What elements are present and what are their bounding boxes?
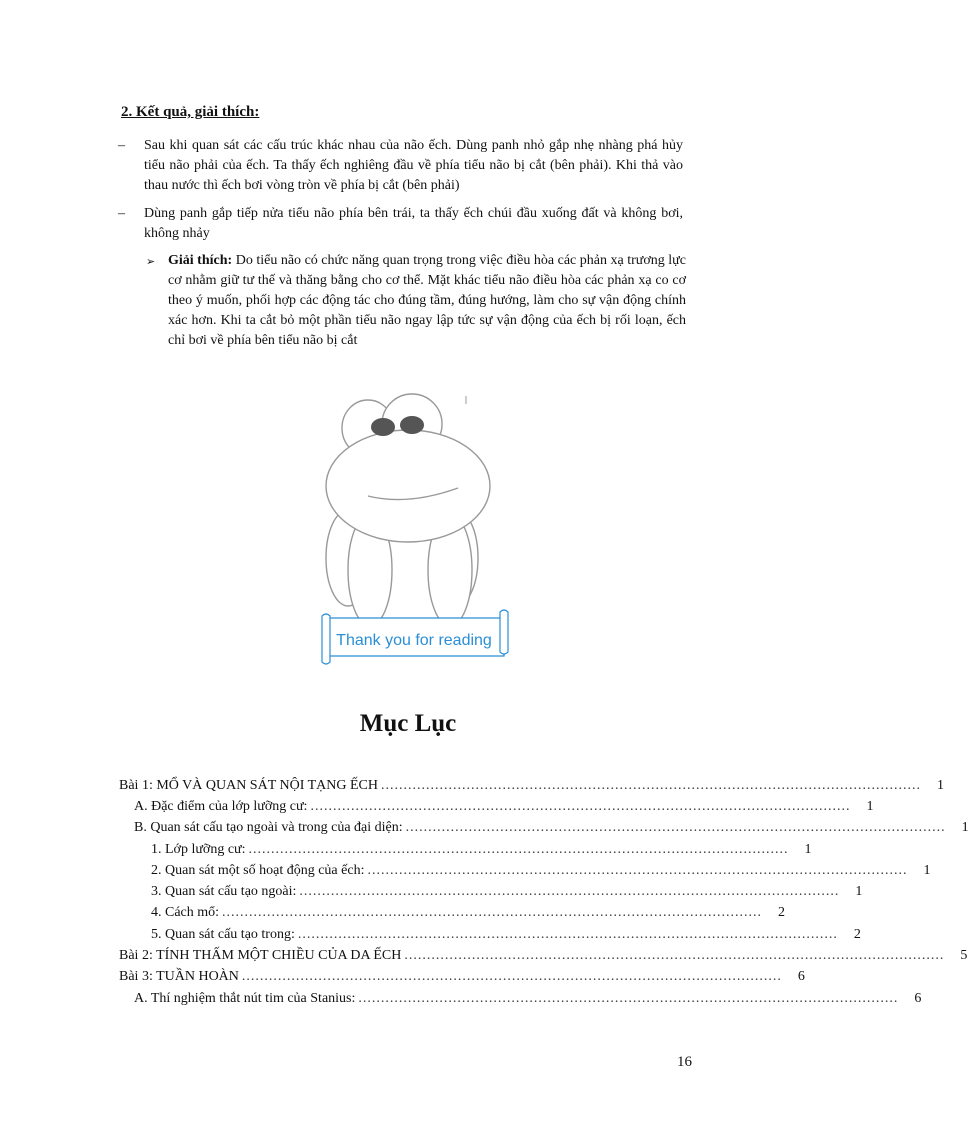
bullet-text: Dùng panh gắp tiếp nửa tiểu não phía bên trái, ta thấy ếch chúi đầu xuống đất và không bơi, không nhảy (144, 206, 683, 241)
bullet-text: Sau khi quan sát các cấu trúc khác nhau của não ếch. Dùng panh nhỏ gắp nhẹ nhàng phá hủy tiểu não phải của ếch. Ta thấy ếch nghiêng đầu về phía tiểu não bị cắt (bên phải). Khi thả vào thau nước thì ếch bơi vòng tròn về phía bị cắt (bên phải) (144, 138, 683, 193)
bullet-dash: – (118, 206, 125, 221)
frog-head (326, 430, 490, 542)
section-heading: 2. Kết quả, giải thích: (121, 104, 260, 120)
toc-entry[interactable]: A. Thí nghiệm thắt nút tim của Stanius: ........................................................................................................................ 6 (134, 991, 922, 1006)
toc-entry[interactable]: 5. Quan sát cấu tạo trong: ........................................................................................................................ 2 (151, 927, 861, 942)
toc-entry[interactable]: A. Đặc điểm của lớp lưỡng cư: ........................................................................................................................ 1 (134, 799, 874, 814)
toc-entry[interactable]: Bài 3: TUẦN HOÀN ........................................................................................................................ 6 (119, 969, 805, 984)
frog-illustration (308, 360, 520, 672)
bullet-dash: – (118, 138, 125, 153)
frog-right-pupil (400, 416, 424, 434)
toc-entry[interactable]: 4. Cách mổ: ........................................................................................................................ 2 (151, 905, 786, 920)
toc-entry[interactable]: 3. Quan sát cấu tạo ngoài: ........................................................................................................................ 1 (151, 884, 863, 899)
explanation-label: Giải thích: (168, 253, 233, 268)
banner-text: Thank you for reading (336, 632, 492, 649)
result-bullet-2 (118, 204, 683, 244)
toc-entry[interactable]: 2. Quan sát một số hoạt động của ếch: ........................................................................................................................ 1 (151, 863, 931, 878)
explanation-paragraph (146, 251, 686, 351)
banner-right-roll (500, 610, 508, 654)
explanation-text: Do tiểu não có chức năng quan trọng trong việc điều hòa các phản xạ trương lực cơ nhằm giữ tư thế và thăng bằng cho cơ thể. Mặt khác tiểu não điều hòa các phản xạ co cơ theo ý muốn, phối hợp các động tác cho đúng tầm, đúng hướng, làm cho sự vận động chính xác hơn. Khi ta cắt bỏ một phần tiểu não ngay lập tức sự vận động của ếch bị rối loạn, ếch chỉ bơi về phía bên tiểu não bị cắt (168, 253, 686, 348)
toc-entry[interactable]: B. Quan sát cấu tạo ngoài và trong của đại diện: ........................................................................................................................ 1 (134, 820, 969, 835)
banner-left-roll (322, 614, 330, 664)
toc-entry[interactable]: Bài 1: MỔ VÀ QUAN SÁT NỘI TẠNG ẾCH ........................................................................................................................ 1 (119, 778, 945, 793)
frog-left-pupil (371, 418, 395, 436)
toc-entry[interactable]: 1. Lớp lưỡng cư: ........................................................................................................................ 1 (151, 842, 812, 857)
arrow-bullet-icon: ➢ (146, 256, 156, 268)
result-bullet-1 (118, 136, 683, 196)
toc-title: Mục Lục (359, 710, 457, 737)
page-number: 16 (677, 1054, 692, 1070)
toc-entry[interactable]: Bài 2: TÍNH THẤM MỘT CHIỀU CỦA DA ẾCH ........................................................................................................................ 5 (119, 948, 968, 963)
